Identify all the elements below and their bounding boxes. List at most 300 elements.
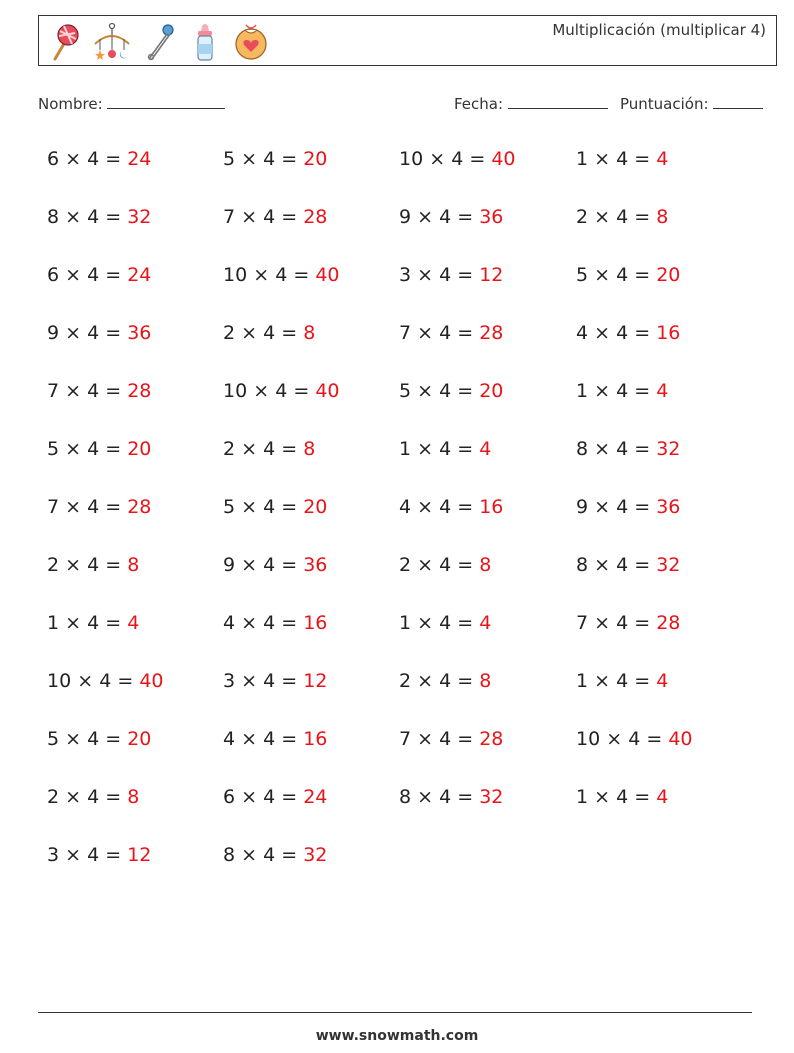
answer: 40	[491, 148, 516, 170]
operand-a: 1	[576, 148, 589, 170]
operand-b: 4	[439, 264, 452, 286]
operand-b: 4	[275, 264, 288, 286]
operand-a: 2	[399, 554, 412, 576]
answer: 20	[656, 264, 681, 286]
equals-sign: =	[105, 844, 122, 866]
date-field	[454, 94, 608, 113]
operand-b: 4	[616, 264, 629, 286]
operand-a: 3	[399, 264, 412, 286]
problem-item	[223, 728, 327, 750]
answer: 4	[656, 148, 669, 170]
problem-item	[223, 844, 327, 866]
equals-sign: =	[634, 380, 651, 402]
answer: 24	[127, 148, 152, 170]
answer: 12	[127, 844, 152, 866]
problem-item	[223, 206, 327, 228]
problem-item	[576, 670, 668, 692]
operand-a: 4	[576, 322, 589, 344]
answer: 4	[127, 612, 140, 634]
times-sign: ×	[65, 786, 82, 808]
times-sign: ×	[429, 148, 446, 170]
equals-sign: =	[105, 554, 122, 576]
problem-item	[399, 206, 503, 228]
operand-b: 4	[616, 322, 629, 344]
operand-a: 4	[399, 496, 412, 518]
answer: 16	[656, 322, 681, 344]
times-sign: ×	[65, 844, 82, 866]
times-sign: ×	[241, 206, 258, 228]
equals-sign: =	[281, 322, 298, 344]
times-sign: ×	[594, 612, 611, 634]
equals-sign: =	[469, 148, 486, 170]
operand-b: 4	[439, 612, 452, 634]
answer: 28	[479, 322, 504, 344]
answer: 28	[127, 496, 152, 518]
equals-sign: =	[634, 670, 651, 692]
problem-item	[399, 322, 503, 344]
times-sign: ×	[241, 322, 258, 344]
operand-a: 1	[399, 438, 412, 460]
operand-b: 4	[87, 496, 100, 518]
answer: 16	[479, 496, 504, 518]
date-label: Fecha:	[454, 95, 504, 113]
problem-item	[399, 264, 503, 286]
operand-a: 1	[47, 612, 60, 634]
equals-sign: =	[457, 380, 474, 402]
problem-item	[47, 206, 151, 228]
operand-a: 2	[223, 438, 236, 460]
operand-a: 6	[47, 148, 60, 170]
times-sign: ×	[594, 148, 611, 170]
operand-b: 4	[263, 670, 276, 692]
score-field	[620, 94, 763, 113]
operand-a: 5	[399, 380, 412, 402]
times-sign: ×	[417, 438, 434, 460]
problem-item	[223, 786, 327, 808]
equals-sign: =	[281, 206, 298, 228]
baby-bottle-icon	[188, 22, 222, 62]
equals-sign: =	[117, 670, 134, 692]
equals-sign: =	[105, 786, 122, 808]
answer: 28	[127, 380, 152, 402]
equals-sign: =	[634, 148, 651, 170]
equals-sign: =	[634, 496, 651, 518]
operand-b: 4	[439, 728, 452, 750]
times-sign: ×	[606, 728, 623, 750]
answer: 28	[656, 612, 681, 634]
answer: 40	[315, 264, 340, 286]
problem-item	[399, 438, 491, 460]
problem-item	[47, 322, 151, 344]
operand-a: 1	[576, 786, 589, 808]
operand-a: 2	[399, 670, 412, 692]
equals-sign: =	[281, 670, 298, 692]
operand-a: 1	[576, 380, 589, 402]
operand-a: 7	[576, 612, 589, 634]
operand-b: 4	[263, 786, 276, 808]
answer: 36	[127, 322, 152, 344]
operand-a: 8	[576, 438, 589, 460]
problem-item	[47, 554, 139, 576]
name-blank	[107, 94, 225, 109]
operand-a: 7	[47, 496, 60, 518]
operand-a: 9	[47, 322, 60, 344]
answer: 4	[656, 786, 669, 808]
equals-sign: =	[457, 438, 474, 460]
operand-b: 4	[87, 612, 100, 634]
problem-item	[576, 438, 680, 460]
operand-a: 2	[576, 206, 589, 228]
problem-item	[399, 496, 503, 518]
equals-sign: =	[457, 206, 474, 228]
operand-a: 10	[576, 728, 601, 750]
answer: 36	[303, 554, 328, 576]
equals-sign: =	[457, 612, 474, 634]
times-sign: ×	[241, 438, 258, 460]
baby-bib-icon	[233, 22, 269, 62]
operand-a: 8	[576, 554, 589, 576]
equals-sign: =	[281, 554, 298, 576]
answer: 12	[303, 670, 328, 692]
operand-b: 4	[616, 438, 629, 460]
answer: 8	[127, 554, 140, 576]
safety-pin-icon	[143, 22, 177, 62]
answer: 32	[656, 554, 681, 576]
equals-sign: =	[105, 612, 122, 634]
times-sign: ×	[65, 322, 82, 344]
times-sign: ×	[594, 786, 611, 808]
answer: 40	[668, 728, 693, 750]
equals-sign: =	[634, 612, 651, 634]
times-sign: ×	[417, 786, 434, 808]
times-sign: ×	[417, 554, 434, 576]
operand-b: 4	[87, 786, 100, 808]
times-sign: ×	[417, 322, 434, 344]
operand-a: 8	[223, 844, 236, 866]
operand-a: 3	[223, 670, 236, 692]
answer: 8	[303, 322, 316, 344]
equals-sign: =	[105, 438, 122, 460]
icon-row	[47, 20, 280, 64]
equals-sign: =	[105, 496, 122, 518]
times-sign: ×	[241, 786, 258, 808]
problem-item	[399, 786, 503, 808]
operand-a: 10	[223, 264, 248, 286]
answer: 32	[127, 206, 152, 228]
operand-a: 2	[47, 786, 60, 808]
name-label: Nombre:	[38, 95, 103, 113]
times-sign: ×	[417, 206, 434, 228]
operand-a: 10	[399, 148, 424, 170]
operand-a: 2	[223, 322, 236, 344]
equals-sign: =	[634, 264, 651, 286]
problem-item	[399, 554, 491, 576]
equals-sign: =	[634, 786, 651, 808]
times-sign: ×	[241, 554, 258, 576]
operand-b: 4	[263, 206, 276, 228]
operand-a: 3	[47, 844, 60, 866]
equals-sign: =	[281, 844, 298, 866]
answer: 36	[656, 496, 681, 518]
equals-sign: =	[281, 496, 298, 518]
answer: 28	[479, 728, 504, 750]
problem-item	[223, 670, 327, 692]
operand-a: 7	[399, 322, 412, 344]
worksheet-title: Multiplicación (multiplicar 4)	[552, 21, 766, 39]
operand-b: 4	[263, 612, 276, 634]
equals-sign: =	[105, 322, 122, 344]
times-sign: ×	[65, 148, 82, 170]
answer: 20	[127, 438, 152, 460]
answer: 24	[127, 264, 152, 286]
times-sign: ×	[594, 380, 611, 402]
operand-b: 4	[87, 206, 100, 228]
operand-b: 4	[439, 496, 452, 518]
times-sign: ×	[417, 380, 434, 402]
operand-b: 4	[263, 148, 276, 170]
footer-url: www.snowmath.com	[315, 1028, 479, 1044]
answer: 8	[479, 670, 492, 692]
equals-sign: =	[457, 264, 474, 286]
operand-a: 6	[47, 264, 60, 286]
operand-b: 4	[439, 380, 452, 402]
operand-b: 4	[616, 496, 629, 518]
footer-divider	[38, 1012, 752, 1013]
problem-item	[223, 322, 315, 344]
problem-item	[399, 612, 491, 634]
times-sign: ×	[417, 264, 434, 286]
operand-a: 10	[223, 380, 248, 402]
times-sign: ×	[241, 728, 258, 750]
problem-item	[399, 380, 503, 402]
operand-b: 4	[439, 438, 452, 460]
operand-b: 4	[87, 148, 100, 170]
equals-sign: =	[646, 728, 663, 750]
answer: 20	[479, 380, 504, 402]
answer: 16	[303, 728, 328, 750]
baby-mobile-icon	[92, 22, 132, 62]
times-sign: ×	[77, 670, 94, 692]
equals-sign: =	[293, 264, 310, 286]
times-sign: ×	[241, 612, 258, 634]
equals-sign: =	[281, 786, 298, 808]
problem-item	[47, 380, 151, 402]
equals-sign: =	[105, 148, 122, 170]
problem-item	[47, 264, 151, 286]
operand-a: 1	[576, 670, 589, 692]
equals-sign: =	[457, 496, 474, 518]
score-label: Puntuación:	[620, 95, 709, 113]
answer: 20	[303, 148, 328, 170]
times-sign: ×	[417, 728, 434, 750]
operand-b: 4	[439, 206, 452, 228]
problem-item	[576, 380, 668, 402]
times-sign: ×	[241, 670, 258, 692]
equals-sign: =	[281, 148, 298, 170]
date-blank	[508, 94, 608, 109]
equals-sign: =	[634, 206, 651, 228]
problem-item	[399, 728, 503, 750]
problem-item	[47, 496, 151, 518]
answer: 20	[303, 496, 328, 518]
operand-b: 4	[87, 380, 100, 402]
problem-item	[576, 206, 668, 228]
operand-a: 5	[223, 148, 236, 170]
lollipop-icon	[47, 22, 81, 62]
operand-b: 4	[439, 670, 452, 692]
equals-sign: =	[457, 728, 474, 750]
operand-b: 4	[616, 612, 629, 634]
operand-a: 7	[47, 380, 60, 402]
times-sign: ×	[594, 554, 611, 576]
times-sign: ×	[241, 148, 258, 170]
problem-item	[576, 496, 680, 518]
problem-item	[47, 438, 151, 460]
operand-a: 5	[223, 496, 236, 518]
operand-a: 5	[47, 728, 60, 750]
answer: 8	[479, 554, 492, 576]
operand-a: 8	[47, 206, 60, 228]
times-sign: ×	[594, 670, 611, 692]
problem-item	[47, 786, 139, 808]
answer: 32	[303, 844, 328, 866]
operand-a: 5	[47, 438, 60, 460]
problem-item	[47, 612, 139, 634]
times-sign: ×	[594, 206, 611, 228]
answer: 28	[303, 206, 328, 228]
answer: 32	[656, 438, 681, 460]
problem-item	[223, 612, 327, 634]
operand-b: 4	[616, 786, 629, 808]
operand-b: 4	[263, 438, 276, 460]
answer: 8	[656, 206, 669, 228]
answer: 8	[127, 786, 140, 808]
problem-item	[223, 496, 327, 518]
answer: 16	[303, 612, 328, 634]
answer: 36	[479, 206, 504, 228]
equals-sign: =	[105, 206, 122, 228]
operand-a: 7	[399, 728, 412, 750]
operand-b: 4	[87, 728, 100, 750]
equals-sign: =	[105, 264, 122, 286]
operand-a: 9	[223, 554, 236, 576]
equals-sign: =	[281, 612, 298, 634]
answer: 8	[303, 438, 316, 460]
equals-sign: =	[634, 438, 651, 460]
problem-item	[576, 148, 668, 170]
times-sign: ×	[594, 496, 611, 518]
operand-b: 4	[263, 554, 276, 576]
operand-a: 10	[47, 670, 72, 692]
answer: 40	[139, 670, 164, 692]
times-sign: ×	[65, 554, 82, 576]
times-sign: ×	[65, 264, 82, 286]
operand-b: 4	[616, 380, 629, 402]
answer: 24	[303, 786, 328, 808]
operand-b: 4	[263, 496, 276, 518]
operand-a: 7	[223, 206, 236, 228]
problem-item	[47, 148, 151, 170]
operand-a: 8	[399, 786, 412, 808]
header-box	[38, 15, 777, 66]
problem-item	[576, 264, 680, 286]
problem-item	[576, 554, 680, 576]
problem-item	[399, 148, 516, 170]
times-sign: ×	[594, 438, 611, 460]
operand-b: 4	[87, 438, 100, 460]
score-blank	[713, 94, 763, 109]
answer: 4	[479, 438, 492, 460]
operand-b: 4	[87, 844, 100, 866]
equals-sign: =	[457, 554, 474, 576]
operand-a: 9	[576, 496, 589, 518]
problem-item	[47, 844, 151, 866]
operand-b: 4	[616, 670, 629, 692]
times-sign: ×	[65, 728, 82, 750]
operand-b: 4	[616, 206, 629, 228]
operand-a: 4	[223, 728, 236, 750]
operand-b: 4	[87, 322, 100, 344]
equals-sign: =	[634, 554, 651, 576]
answer: 40	[315, 380, 340, 402]
operand-b: 4	[263, 728, 276, 750]
name-field	[38, 94, 225, 113]
times-sign: ×	[65, 206, 82, 228]
answer: 32	[479, 786, 504, 808]
problem-item	[576, 728, 693, 750]
problem-item	[576, 322, 680, 344]
problem-item	[47, 670, 164, 692]
operand-b: 4	[99, 670, 112, 692]
times-sign: ×	[65, 438, 82, 460]
times-sign: ×	[253, 380, 270, 402]
problem-item	[223, 380, 340, 402]
times-sign: ×	[417, 612, 434, 634]
answer: 12	[479, 264, 504, 286]
operand-a: 2	[47, 554, 60, 576]
operand-b: 4	[451, 148, 464, 170]
equals-sign: =	[457, 670, 474, 692]
operand-b: 4	[616, 148, 629, 170]
times-sign: ×	[241, 844, 258, 866]
operand-b: 4	[87, 554, 100, 576]
equals-sign: =	[457, 786, 474, 808]
problem-item	[399, 670, 491, 692]
times-sign: ×	[594, 322, 611, 344]
operand-a: 5	[576, 264, 589, 286]
times-sign: ×	[241, 496, 258, 518]
problem-item	[223, 554, 327, 576]
operand-a: 1	[399, 612, 412, 634]
times-sign: ×	[594, 264, 611, 286]
problem-item	[223, 438, 315, 460]
times-sign: ×	[417, 670, 434, 692]
operand-b: 4	[439, 322, 452, 344]
equals-sign: =	[457, 322, 474, 344]
operand-b: 4	[275, 380, 288, 402]
operand-b: 4	[263, 844, 276, 866]
operand-b: 4	[263, 322, 276, 344]
problem-item	[223, 264, 340, 286]
operand-a: 9	[399, 206, 412, 228]
equals-sign: =	[281, 728, 298, 750]
answer: 4	[656, 670, 669, 692]
answer: 4	[656, 380, 669, 402]
times-sign: ×	[65, 380, 82, 402]
times-sign: ×	[253, 264, 270, 286]
equals-sign: =	[281, 438, 298, 460]
equals-sign: =	[634, 322, 651, 344]
